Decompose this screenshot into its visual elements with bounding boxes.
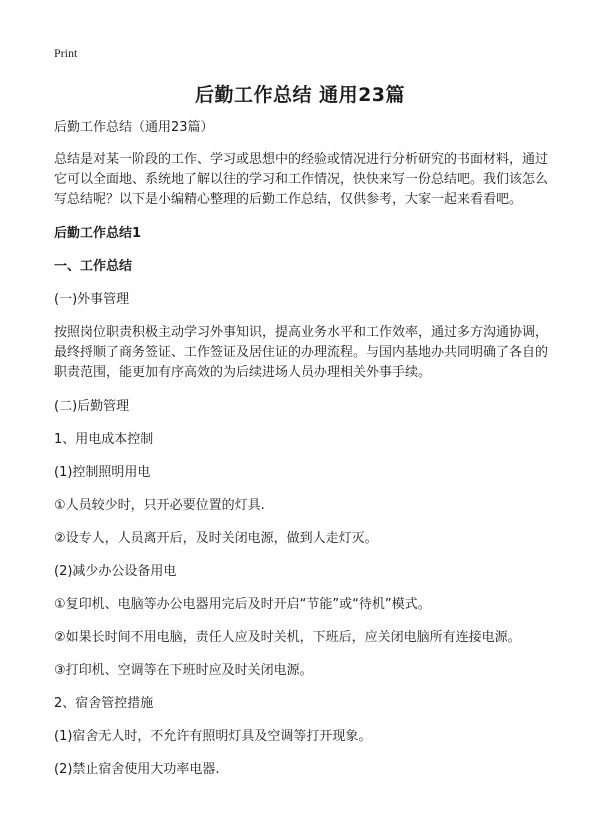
subheading-foreign-affairs: (一)外事管理 xyxy=(54,292,130,307)
item-dormitory: 2、宿舍管控措施 xyxy=(54,696,154,711)
item-dormitory-1: (1)宿舍无人时，不允许有照明灯具及空调等打开现象。 xyxy=(54,729,372,744)
subheading-logistics: (二)后勤管理 xyxy=(54,399,130,414)
intro-paragraph: 总结是对某一阶段的工作、学习或思想中的经验或情况进行分析研究的书面材料，通过它可以全面地、系统地了解以往的学习和工作情况，快快来写一份总结吧。我们该怎么写总结呢？以下是小编精心整理的后勤工作总结，仅供参考，大家一起来看看吧。 xyxy=(54,152,549,207)
foreign-affairs-paragraph: 按照岗位职责积极主动学习外事知识，提高业务水平和工作效率，通过多方沟通协调，最终捋顺了商务签证、工作签证及居住证的办理流程。与国内基地办共同明确了各自的职责范围，能更加有序高效的为后续进场人员办理相关外事手续。 xyxy=(54,325,549,380)
item-electricity-cost: 1、用电成本控制 xyxy=(54,432,154,447)
item-office-a: ①复印机、电脑等办公电器用完后及时开启“节能”或“待机”模式。 xyxy=(54,597,431,612)
item-lighting-a: ①人员较少时，只开必要位置的灯具. xyxy=(54,498,265,513)
item-lighting-control: (1)控制照明用电 xyxy=(54,465,151,480)
document-body xyxy=(54,118,550,793)
document-subtitle: 后勤工作总结（通用23篇） xyxy=(54,120,214,135)
item-office-b: ②如果长时间不用电脑，责任人应及时关机，下班后，应关闭电脑所有连接电源。 xyxy=(54,630,521,645)
item-office-equipment: (2)减少办公设备用电 xyxy=(54,564,177,579)
section-heading: 后勤工作总结1 xyxy=(54,226,142,241)
heading-work-summary: 一、工作总结 xyxy=(54,259,133,274)
item-lighting-b: ②设专人，人员离开后，及时关闭电源，做到人走灯灭。 xyxy=(54,531,378,546)
print-link[interactable]: Print xyxy=(54,46,78,60)
item-dormitory-2: (2)禁止宿舍使用大功率电器. xyxy=(54,762,220,777)
page-title: 后勤工作总结 通用23篇 xyxy=(194,84,406,106)
item-office-c: ③打印机、空调等在下班时应及时关闭电源。 xyxy=(54,663,313,678)
